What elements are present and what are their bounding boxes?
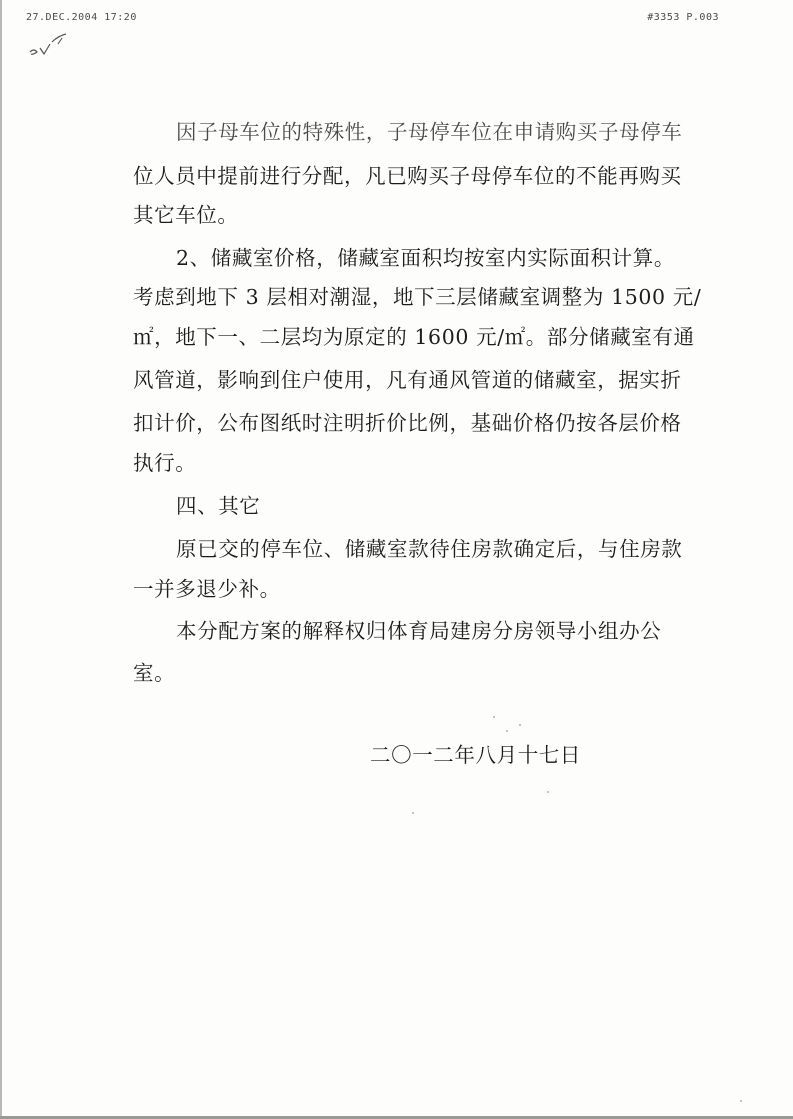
- fax-timestamp: 27.DEC.2004 17:20: [26, 12, 137, 23]
- scan-speck: [519, 724, 521, 726]
- fax-page-info: #3353 P.003: [647, 12, 719, 23]
- body-line: 位人员中提前进行分配，凡已购买子母停车位的不能再购买: [133, 164, 682, 188]
- body-line: 考虑到地下 3 层相对潮湿，地下三层储藏室调整为 1500 元/: [133, 285, 702, 309]
- body-line: 原已交的停车位、储藏室款待住房款确定后，与住房款: [176, 537, 683, 561]
- scan-speck: [547, 791, 549, 793]
- body-line: 扣计价，公布图纸时注明折价比例，基础价格仍按各层价格: [133, 411, 682, 435]
- section-heading-other: 四、其它: [176, 494, 261, 518]
- body-line: 风管道，影响到住户使用，凡有通风管道的储藏室，据实折: [133, 368, 682, 392]
- body-line: 一并多退少补。: [133, 577, 281, 601]
- section-storage-price: 2、储藏室价格，储藏室面积均按室内实际面积计算。: [176, 246, 675, 270]
- body-line: 室。: [133, 661, 176, 685]
- body-line: 本分配方案的解释权归体育局建房分房领导小组办公: [176, 619, 662, 643]
- fax-header: [0, 12, 793, 28]
- scan-speck: [740, 1100, 742, 1102]
- body-line: 其它车位。: [133, 203, 239, 227]
- scan-speck: [412, 812, 414, 814]
- scan-speck: [493, 716, 495, 718]
- body-line: 执行。: [133, 451, 197, 475]
- body-line: ㎡，地下一、二层均为原定的 1600 元/㎡。部分储藏室有通: [133, 325, 695, 349]
- scan-speck: [506, 730, 508, 732]
- document-date: 二〇一二年八月十七日: [370, 743, 581, 767]
- scan-left-edge: [0, 0, 2, 1119]
- body-line: 因子母车位的特殊性，子母停车位在申请购买子母停车: [176, 120, 683, 144]
- handwritten-mark-icon: [28, 30, 74, 60]
